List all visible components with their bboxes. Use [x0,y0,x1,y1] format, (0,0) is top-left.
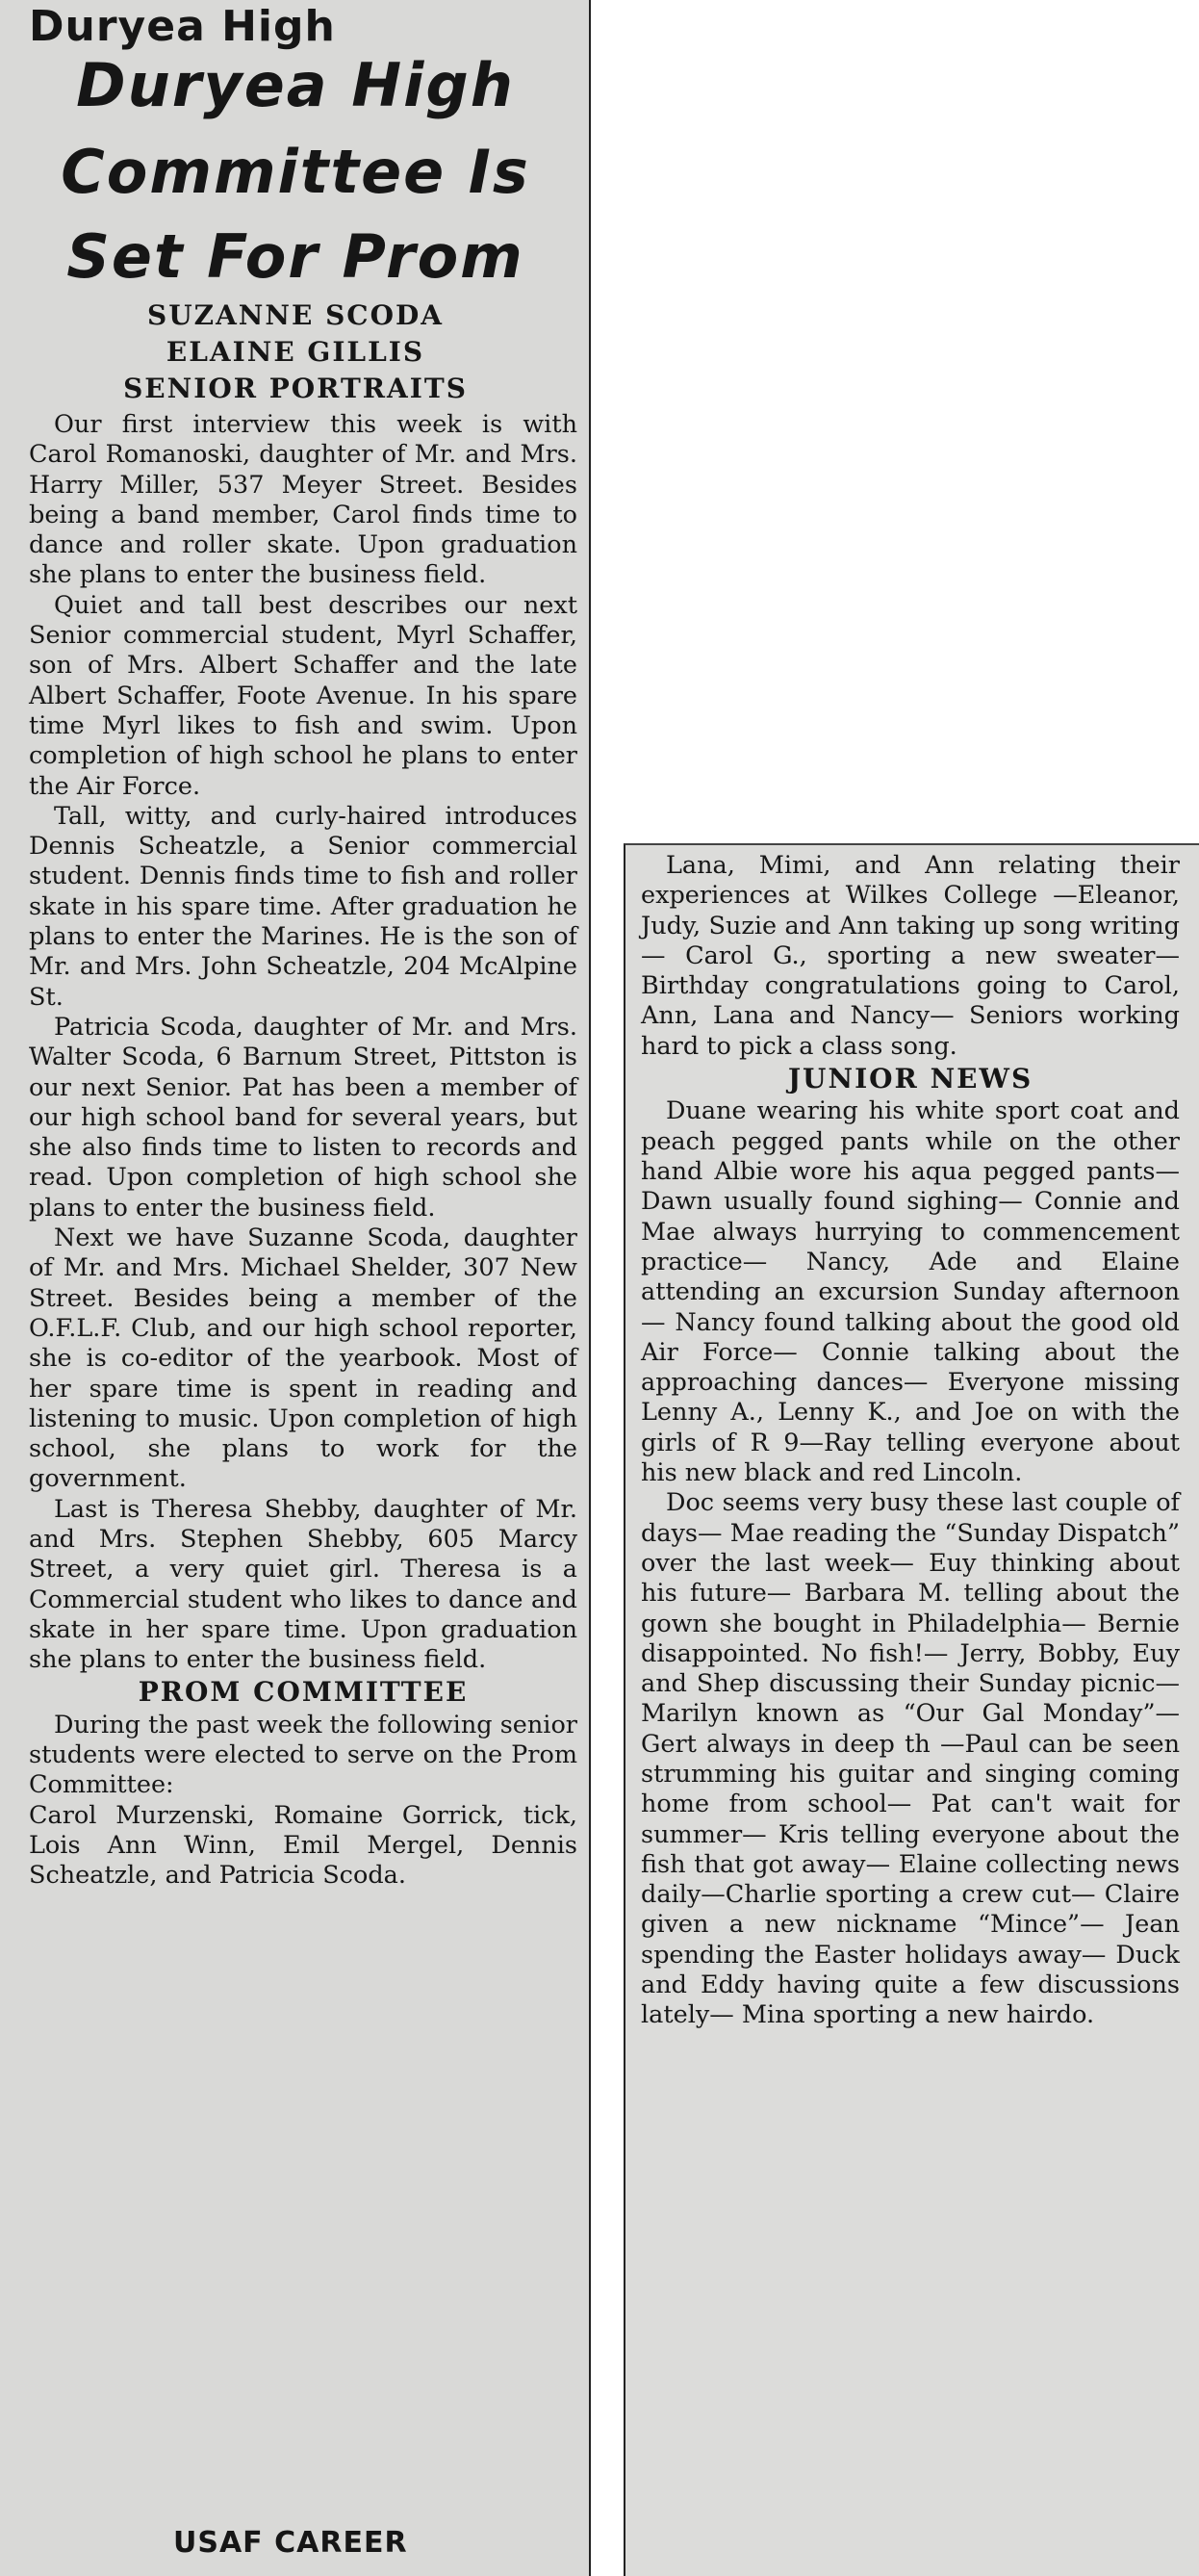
paragraph: Duane wearing his white sport coat and peach pegged pants while on the other hand Albie wore his aqua pegged pants— Dawn usually found sighing— Connie and Mae always hurrying to commencement practice— Nancy, Ade and Elaine attending an excursion Sunday afternoon— Nancy found talking about the good old Air Force— Connie talking about the approaching dances— Everyone missing Lenny A., Lenny K., and Joe on with the girls of R 9—Ray telling everyone about his new black and red Lincoln. [641,1096,1180,1488]
headline-line-3: Set For Prom [66,221,524,292]
footer-heading-usaf-career: USAF CAREER [173,2526,408,2560]
section-heading-senior-portraits: SENIOR PORTRAITS [123,373,468,404]
section-heading-prom-committee: PROM COMMITTEE [138,1676,469,1709]
paragraph: Our first interview this week is with Carol Romanoski, daughter of Mr. and Mrs. Harry Miller, 537 Meyer Street. Besides being a band member, Carol finds time to dance and roller skate. Upon graduation she plans to enter the business field. [29,410,577,590]
paragraph: Doc seems very busy these last couple of days— Mae reading the “Sunday Dispatch” over the last week— Euy thinking about his future— Barbara M. telling about the gown she bought in Philadelphia— Bernie disappointed. No fish!— Jerry, Bobby, Euy and Shep discussing their Sunday picnic— Marilyn known as “Our Gal Monday”— Gert always in deep th —Paul can be seen strumming his guitar and singing coming home from school— Pat can't wait for summer— Kris telling everyone about the fish that got away— Elaine collecting news daily—Charlie sporting a crew cut— Claire given a new nickname “Mince”— Jean spending the Easter holidays away— Duck and Eddy having quite a few discussions lately— Mina sporting a new hairdo. [641,1488,1180,2030]
section-heading-junior-news: JUNIOR NEWS [787,1063,1033,1095]
byline-1: SUZANNE SCODA [147,299,444,331]
left-article-body [29,410,577,1892]
column-gutter [591,385,612,2576]
left-column [0,0,591,2576]
headline-line-2: Committee Is [61,137,530,207]
right-article-body [641,851,1180,2031]
paragraph: Lana, Mimi, and Ann relating their experiences at Wilkes College —Eleanor, Judy, Suzie and Ann taking up song writing— Carol G., sporting a new sweater— Birthday congratulations going to Carol, Ann, Lana and Nancy— Seniors working hard to pick a class song. [641,851,1180,1061]
right-column [624,843,1199,2576]
paragraph: Patricia Scoda, daughter of Mr. and Mrs. Walter Scoda, 6 Barnum Street, Pittston is our next Senior. Pat has been a member of our high school band for several years, but she also finds time to listen to records and read. Upon completion of high school she plans to enter the business field. [29,1012,577,1223]
kicker-heading: Duryea High [29,2,336,51]
paragraph: During the past week the following senior students were elected to serve on the Prom Committee: [29,1710,577,1800]
paragraph: Tall, witty, and curly-haired introduces Dennis Scheatzle, a Senior commercial student. Dennis finds time to fish and roller skate in his spare time. After graduation he plans to enter the Marines. He is the son of Mr. and Mrs. John Scheatzle, 204 McAlpine St. [29,801,577,1012]
paragraph: Last is Theresa Shebby, daughter of Mr. and Mrs. Stephen Shebby, 605 Marcy Street, a very quiet girl. Theresa is a Commercial student who likes to dance and skate in her spare time. Upon graduation she plans to enter the business field. [29,1494,577,1675]
paragraph: Quiet and tall best describes our next Senior commercial student, Myrl Schaffer, son of Mrs. Albert Schaffer and the late Albert Schaffer, Foote Avenue. In his spare time Myrl likes to fish and swim. Upon completion of high school he plans to enter the Air Force. [29,590,577,801]
byline-2: ELAINE GILLIS [166,336,425,368]
headline-line-1: Duryea High [76,50,515,120]
paragraph: Next we have Suzanne Scoda, daughter of Mr. and Mrs. Michael Shelder, 307 New Street. Besides being a member of the O.F.L.F. Club, and our high school reporter, she is co-editor of the yearbook. Most of her spare time is spent in reading and listening to music. Upon completion of high school, she plans to work for the government. [29,1224,577,1494]
page-margin [591,0,612,385]
prom-committee-names: Carol Murzenski, Romaine Gorrick, tick, Lois Ann Winn, Emil Mergel, Dennis Scheatzle, and Patricia Scoda. [29,1800,577,1891]
